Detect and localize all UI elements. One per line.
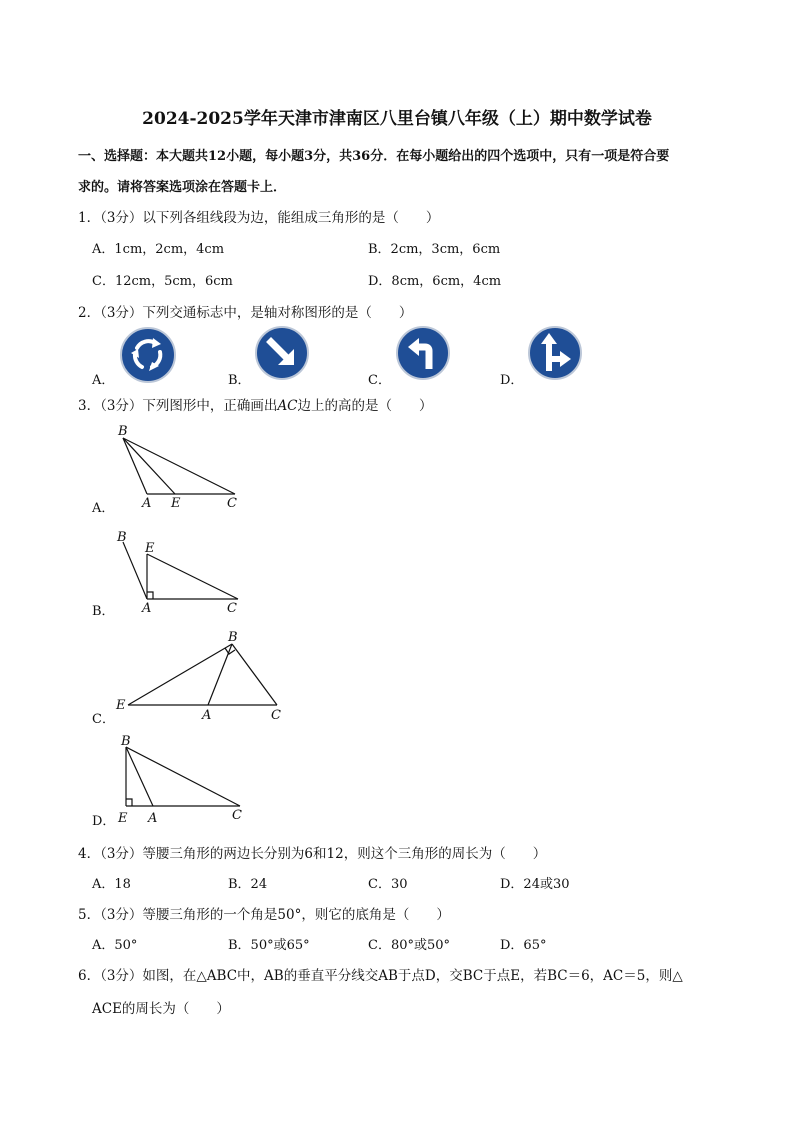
question-2-label-b: B． (228, 373, 251, 388)
section-header-line2: 求的。请将答案选项涂在答题卡上． (78, 180, 287, 195)
question-3-figure-c (110, 626, 290, 721)
question-2-label-d: D． (500, 373, 524, 388)
straight-or-right-sign-icon (527, 325, 583, 381)
figure-a-point-a: A (142, 496, 152, 511)
question-1-option-d: D．8cm，6cm，4cm (368, 274, 502, 289)
question-5-option-c: C．80°或50° (368, 938, 451, 953)
question-1-option-c: C．12cm，5cm，6cm (92, 274, 233, 289)
figure-c-point-a: A (202, 708, 212, 721)
roundabout-sign-icon (119, 326, 177, 384)
question-4-option-b: B．24 (228, 877, 268, 892)
question-3-stem-var: AC (277, 398, 298, 414)
figure-b-point-c: C (227, 601, 237, 616)
question-3-stem-pre: 3．（3分）下列图形中，正确画出 (78, 398, 278, 414)
question-2-label-a: A． (92, 373, 115, 388)
section-header-line1: 一、选择题：本大题共12小题，每小题3分，共36分．在每小题给出的四个选项中，只有一项是符合要 (78, 149, 670, 164)
question-3-label-b: B． (92, 604, 115, 619)
question-6-line2: ACE的周长为（ ） (92, 1001, 230, 1017)
turn-left-sign-icon (395, 325, 451, 381)
question-6-line1: 6．（3分）如图，在△ABC中，AB的垂直平分线交AB于点D，交BC于点E，若BC＝6，AC＝5，则△ (78, 968, 683, 984)
question-3-figure-b (110, 526, 250, 618)
question-3-label-d: D． (92, 814, 116, 829)
figure-b-point-a: A (142, 601, 152, 616)
figure-d-point-b: B (121, 734, 131, 749)
question-4-option-a: A．18 (92, 877, 131, 892)
question-3-stem-post: 边上的高的是（ ） (297, 398, 433, 414)
question-3-label-a: A． (92, 501, 115, 516)
figure-a-point-c: C (227, 496, 237, 511)
figure-d-point-c: C (232, 808, 242, 823)
figure-a-point-b: B (118, 424, 128, 439)
figure-b-point-e: E (145, 541, 155, 556)
question-5-stem: 5．（3分）等腰三角形的一个角是50°，则它的底角是（ ） (78, 907, 450, 923)
question-1-option-a: A．1cm，2cm，4cm (92, 242, 225, 257)
question-3-label-c: C． (92, 712, 115, 727)
question-2-label-c: C． (368, 373, 391, 388)
question-4-option-c: C．30 (368, 877, 408, 892)
question-3-figure-a (110, 420, 250, 515)
question-5-option-d: D．65° (500, 938, 547, 953)
question-5-option-a: A．50° (92, 938, 138, 953)
figure-c-point-c: C (271, 708, 281, 721)
figure-d-point-e: E (118, 811, 128, 826)
question-1-stem: 1．（3分）以下列各组线段为边，能组成三角形的是（ ） (78, 210, 440, 226)
question-4-stem: 4．（3分）等腰三角形的两边长分别为6和12，则这个三角形的周长为（ ） (78, 846, 547, 862)
figure-a-point-e: E (171, 496, 181, 511)
question-1-option-b: B．2cm，3cm，6cm (368, 242, 501, 257)
figure-c-point-b: B (228, 630, 238, 645)
question-4-option-d: D．24或30 (500, 877, 570, 892)
page-title: 2024-2025学年天津市津南区八里台镇八年级（上）期中数学试卷 (142, 109, 652, 129)
question-3-figure-d (110, 730, 260, 826)
arrow-down-right-sign-icon (254, 325, 310, 381)
question-2-stem: 2．（3分）下列交通标志中，是轴对称图形的是（ ） (78, 305, 413, 321)
question-5-option-b: B．50°或65° (228, 938, 310, 953)
figure-c-point-e: E (116, 698, 126, 713)
figure-b-point-b: B (117, 530, 127, 545)
figure-d-point-a: A (148, 811, 158, 826)
question-3-stem (78, 394, 433, 414)
